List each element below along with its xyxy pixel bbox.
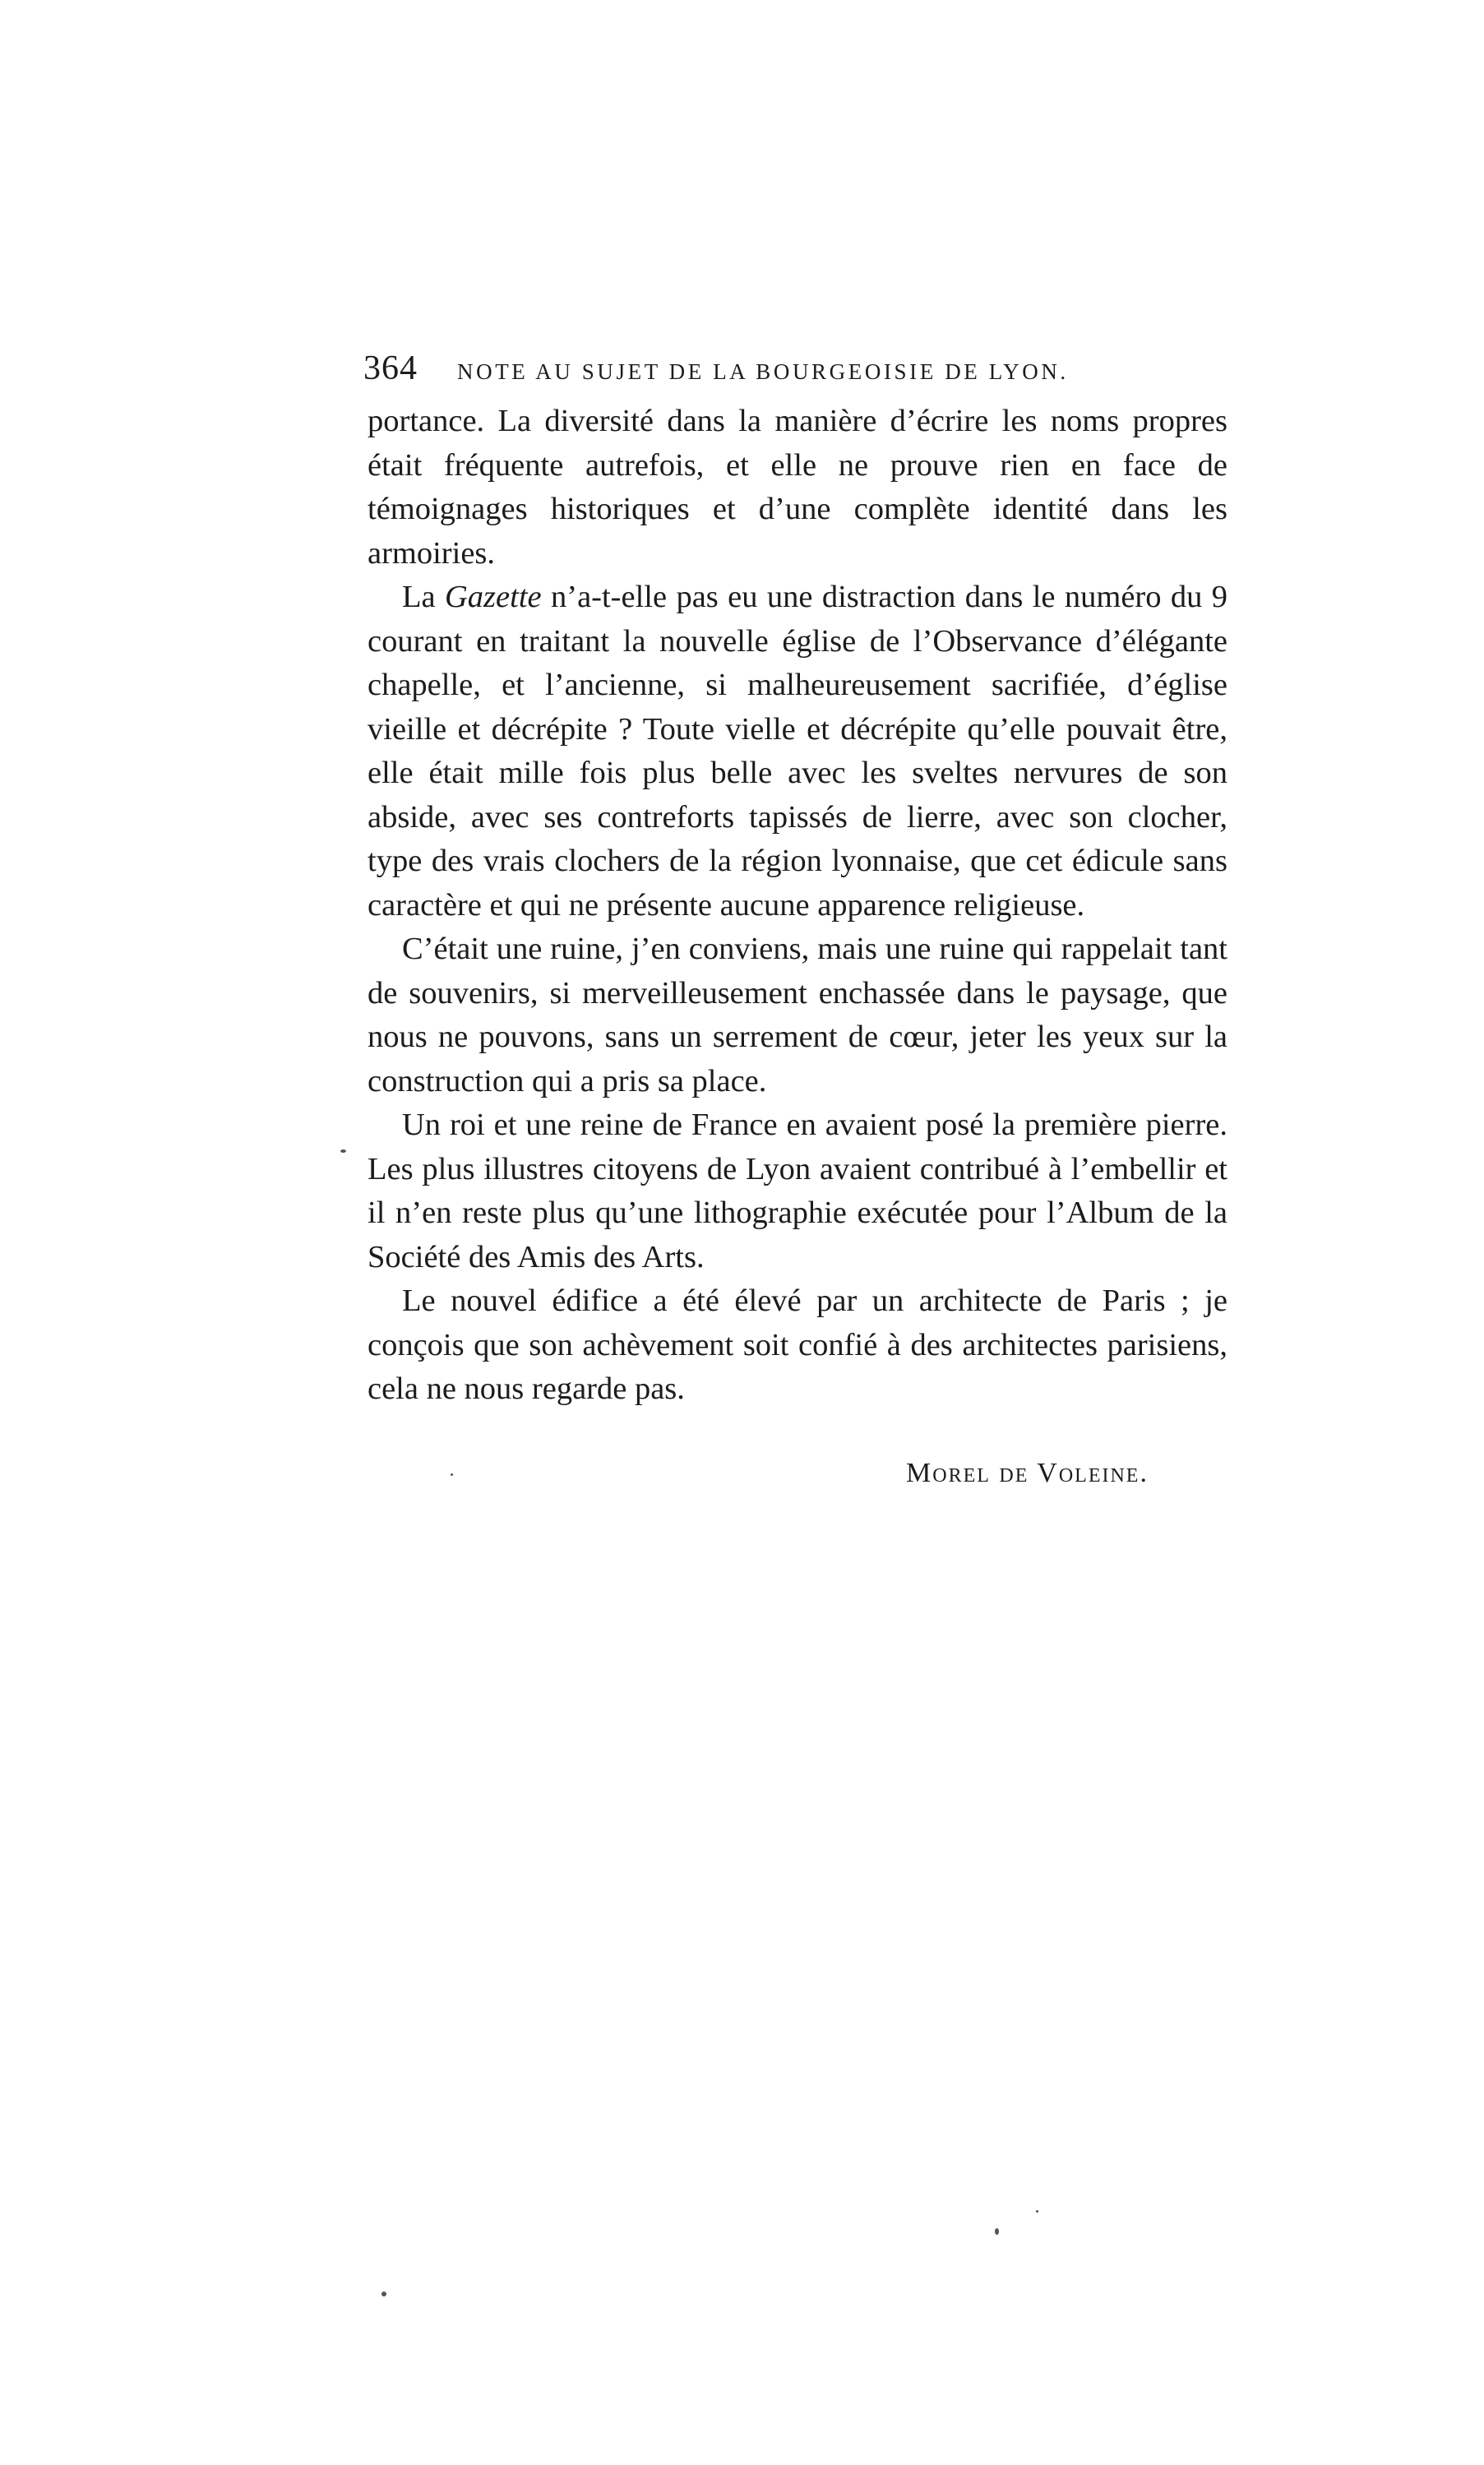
page-number: 364 [363, 349, 418, 387]
paragraph-text: n’a-t-elle pas eu une distraction dans le numéro du 9 courant en traitant la nouvelle église de l’Observance d’élégante chapelle, et l’ancienne, si malheureusement sacrifiée, d’église vieille et décrépite ? Toute vielle et décrépite qu’elle pouvait être, elle était mille fois plus belle avec les sveltes nervures de son abside, avec ses contreforts tapissés de lierre, avec son clocher, type des vrais clochers de la région lyonnaise, que cet édicule sans caractère et qui ne présente aucune apparence religieuse. [368, 580, 1227, 923]
scan-speck [381, 2292, 386, 2296]
paragraph-ruine [368, 927, 1227, 1103]
scan-speck [451, 1473, 453, 1476]
paragraph-gazette [368, 576, 1227, 927]
gazette-italic: Gazette [445, 580, 542, 614]
author-signature: Morel de Voleine. [906, 1458, 1149, 1488]
scan-speck [1036, 2210, 1038, 2213]
paragraph-text: Le nouvel édifice a été élevé par un architecte de Paris ; je conçois que son achèvement soit confié à des architectes parisiens, cela ne nous regarde pas. [368, 1283, 1227, 1406]
paragraph-text: Un roi et une reine de France en avaient posé la première pierre. Les plus illustres citoyens de Lyon avaient contribué à l’embellir et il n’en reste plus qu’une lithographie exécutée pour l’Album de la Société des Amis des Arts. [368, 1108, 1227, 1274]
scan-speck [340, 1149, 346, 1153]
body-text [368, 400, 1227, 1412]
paragraph-text: La [402, 580, 445, 614]
paragraph-text: C’était une ruine, j’en conviens, mais une ruine qui rappelait tant de souvenirs, si merveilleusement enchassée dans le paysage, que nous ne pouvons, sans un serrement de cœur, jeter les yeux sur la construction qui a pris sa place. [368, 932, 1227, 1098]
scan-speck [995, 2228, 999, 2235]
page-header [363, 349, 1186, 398]
paragraph-continuation [368, 400, 1227, 576]
paragraph-text: portance. La diversité dans la manière d’écrire les noms propres était fréquente autrefois, et elle ne prouve rien en face de témoignages historiques et d’une complète identité dans les armoiries. [368, 404, 1227, 571]
paragraph-roi [368, 1103, 1227, 1279]
paragraph-edifice [368, 1279, 1227, 1412]
running-title: NOTE AU SUJET DE LA BOURGEOISIE DE LYON. [457, 359, 1069, 384]
